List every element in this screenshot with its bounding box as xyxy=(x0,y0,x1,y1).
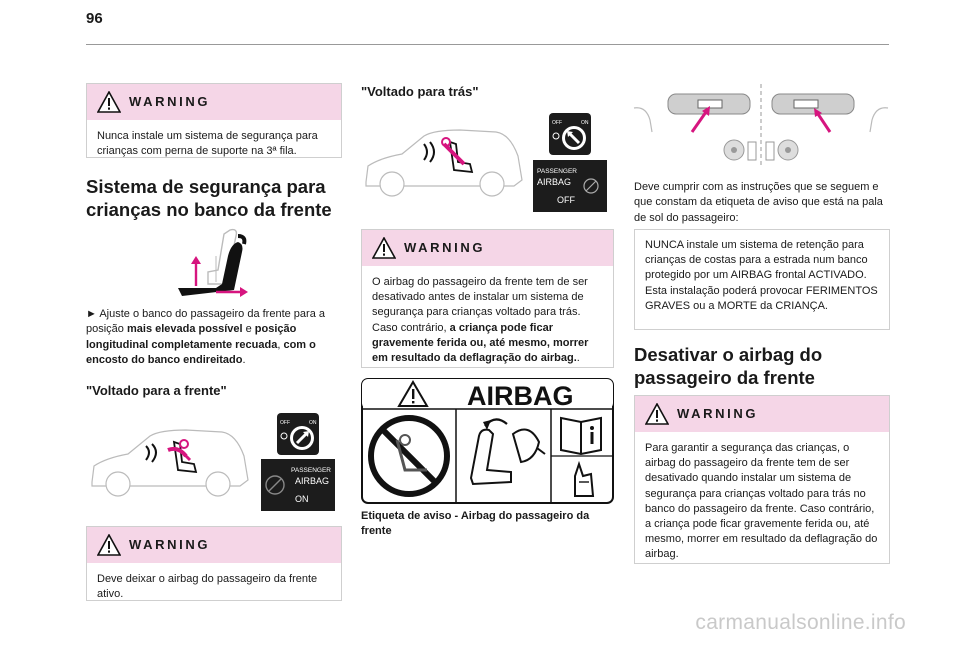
warning-triangle-icon xyxy=(97,534,121,556)
warning-triangle-icon xyxy=(97,91,121,113)
page-number: 96 xyxy=(86,10,103,27)
switch-off-label: OFF xyxy=(552,120,562,126)
switch-off-label: OFF xyxy=(280,420,290,426)
visor-instructions-text: Deve cumprir com as instruções que se seguem e que constam da etiqueta de aviso que está na pala de sol do passageiro: xyxy=(634,181,883,224)
car-forward-facing-illustration xyxy=(86,420,256,508)
switch-on-label: ON xyxy=(309,420,317,426)
visor-warning-box: NUNCA instale um sistema de retenção para crianças de costas para a estrada num banco protegido por um AIRBAG frontal ACTIVADO. Esta instalação poderá provocar FERIMENTOS GRAVES ou a MORTE da CRIANÇA. xyxy=(634,229,890,330)
warning-box-keep-airbag-active xyxy=(86,526,342,601)
section-title-line2: passageiro da frente xyxy=(634,367,815,388)
warning-header xyxy=(87,527,341,563)
adjust-text: ► Ajuste o banco do passageiro da frente para a posição xyxy=(86,308,325,336)
car-rear-facing-illustration xyxy=(360,120,530,208)
warning-title: WARNING xyxy=(677,406,759,421)
seat-adjustment-illustration xyxy=(168,226,250,300)
warning-title: WARNING xyxy=(404,240,486,255)
warning-text: Para garantir a segurança das crianças, o airbag do passageiro da frente tem de ser desativado quando instalar um sistema de segurança para crianças voltado para trás no banco do passageiro da frente. Caso contrário, a criança pode ficar gravemente ferida ou, até mesmo, morrer em resultado da deflagração do airbag. xyxy=(645,442,878,561)
passenger-airbag-on-indicator xyxy=(261,459,335,511)
warning-header xyxy=(635,396,889,432)
sun-visor-label-illustration xyxy=(632,80,890,172)
adjust-text: . xyxy=(242,354,246,367)
steering-wheel-left-icon xyxy=(724,140,744,160)
warning-text-regular: O airbag do passageiro da frente tem de ser desativado antes de instalar um sistema de segurança para crianças voltado para trás. Caso contrário, xyxy=(372,276,588,334)
warning-header xyxy=(362,230,613,266)
warning-title: WARNING xyxy=(129,94,211,109)
forward-facing-title: "Voltado para a frente" xyxy=(86,383,227,398)
passenger-airbag-off-indicator xyxy=(533,160,607,212)
adjust-text: e xyxy=(242,323,255,336)
on-label: ON xyxy=(295,494,309,504)
watermark: carmanualsonline.info xyxy=(695,611,906,634)
warning-text xyxy=(362,266,613,376)
warning-triangle-icon xyxy=(372,237,396,259)
switch-on-label: ON xyxy=(581,120,589,126)
warning-triangle-icon xyxy=(645,403,669,425)
section-title-line1: Sistema de segurança para xyxy=(86,176,326,197)
rear-facing-title: "Voltado para trás" xyxy=(361,84,479,99)
steering-wheel-right-icon xyxy=(778,140,798,160)
airbag-label: AIRBAG xyxy=(295,476,330,486)
adjust-text: , xyxy=(277,338,284,351)
adjust-bold-rearmost: posição longitudinal completamente recuada xyxy=(86,323,297,351)
airbag-label-heading: AIRBAG xyxy=(467,381,574,411)
adjust-seat-instruction xyxy=(86,307,344,369)
section-title-deactivate-airbag xyxy=(634,343,890,389)
airbag-label-caption: Etiqueta de aviso - Airbag do passageiro da frente xyxy=(361,510,590,538)
airbag-switch-off-icon xyxy=(548,112,592,156)
adjust-bold-backrest: com o encosto do banco endireitado xyxy=(86,338,316,367)
warning-box-third-row xyxy=(86,83,342,158)
warning-header xyxy=(87,84,341,120)
adjust-bold-highest: mais elevada possível xyxy=(126,323,243,336)
warning-box-child-safety xyxy=(634,395,890,564)
section-title-child-seat-front xyxy=(86,175,356,221)
off-label: OFF xyxy=(557,195,575,205)
warning-text-tail: . xyxy=(576,352,580,365)
warning-box-deactivate-airbag xyxy=(361,229,614,368)
airbag-switch-on-icon xyxy=(276,412,320,456)
header-divider xyxy=(86,44,889,45)
section-title-line2: crianças no banco da frente xyxy=(86,199,332,220)
passenger-label: PASSENGER xyxy=(291,467,331,474)
airbag-label: AIRBAG xyxy=(537,177,572,187)
warning-text: Deve deixar o airbag do passageiro da frente ativo. xyxy=(97,573,318,601)
airbag-warning-label-illustration xyxy=(361,378,614,504)
no-rear-facing-seat-icon xyxy=(371,418,447,494)
passenger-label: PASSENGER xyxy=(537,168,577,175)
warning-text-bold: a criança pode ficar gravemente ferida ou, até mesmo, morrer em resultado da deflagração do airbag. xyxy=(372,321,589,365)
section-title-line1: Desativar o airbag do xyxy=(634,344,823,365)
warning-title: WARNING xyxy=(129,537,211,552)
warning-text: Nunca instale um sistema de segurança para crianças com perna de suporte na 3ª fila. xyxy=(97,130,318,158)
